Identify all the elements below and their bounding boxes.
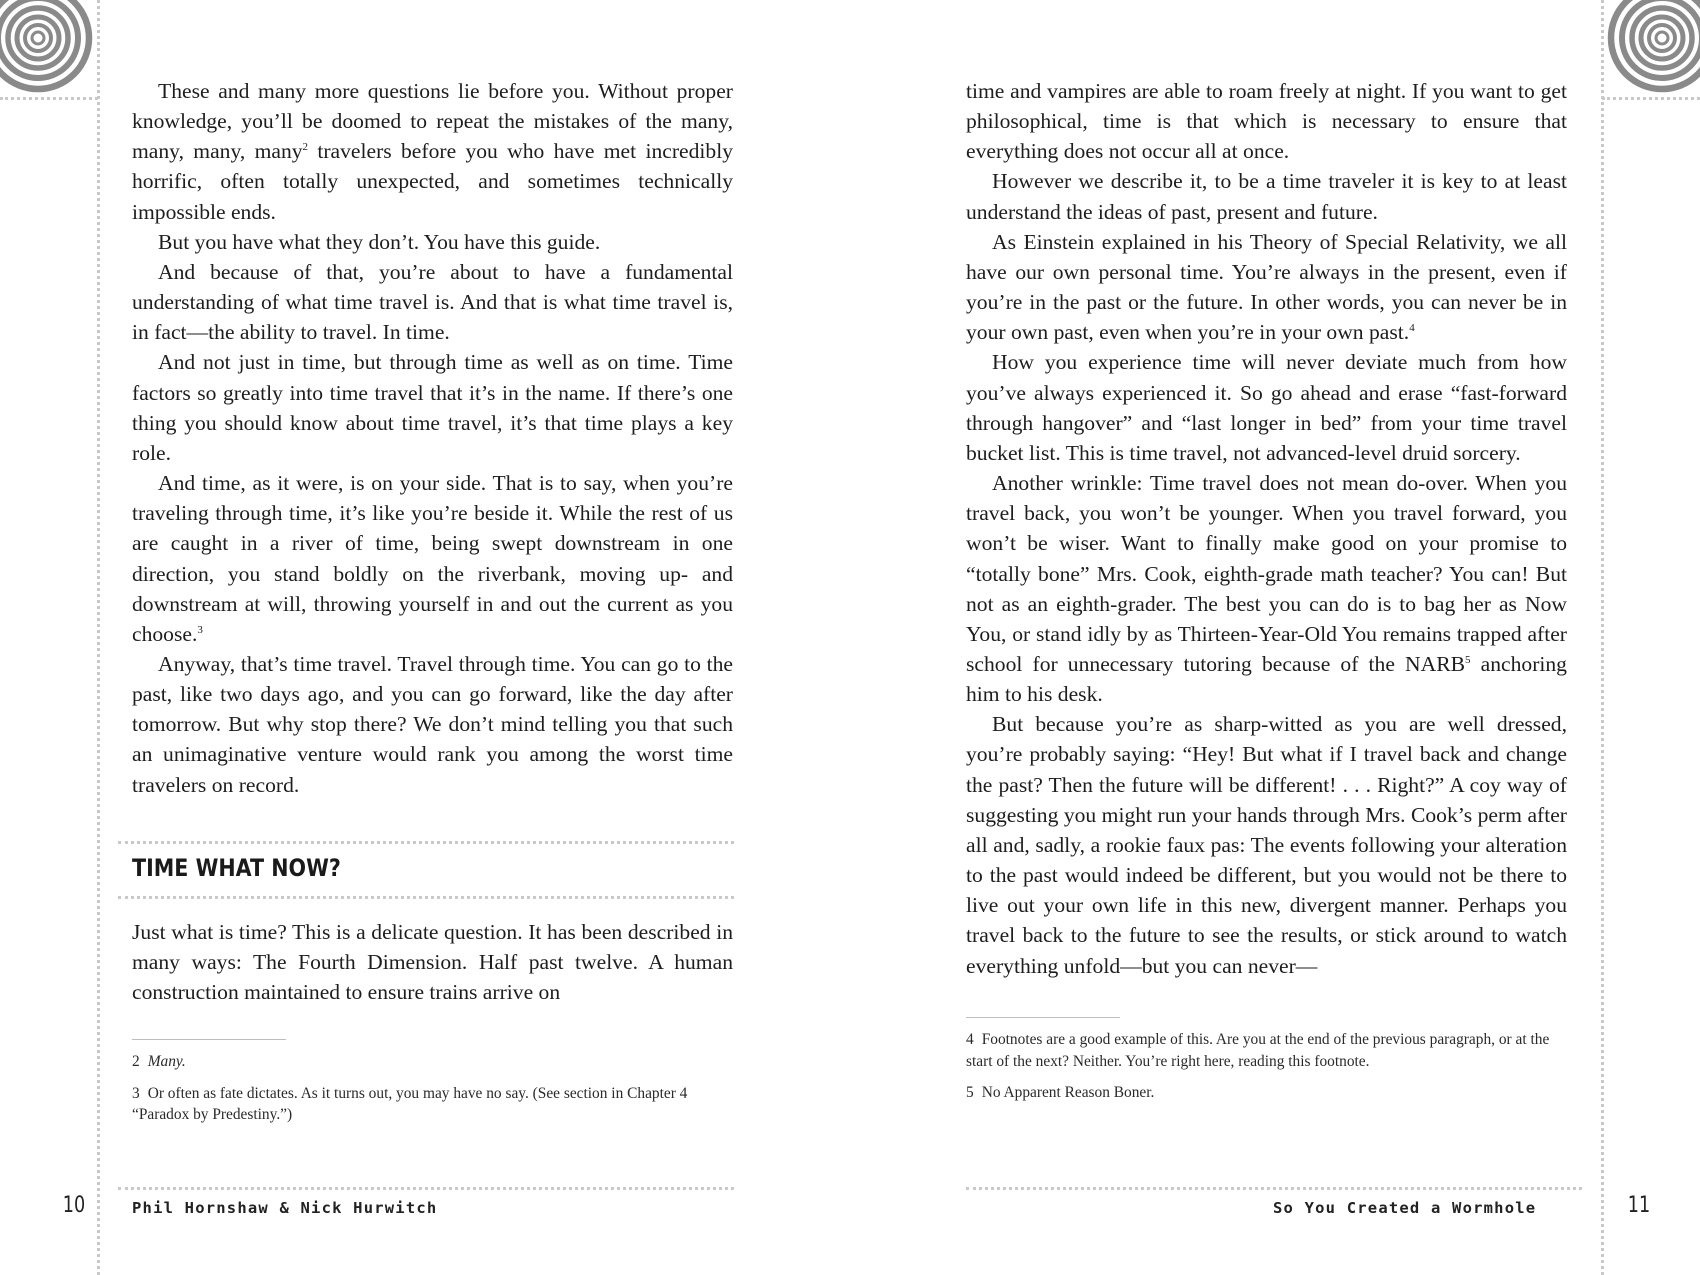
- footnote: 4 Footnotes are a good example of this. Are you at the end of the previous paragraph, or at the start of the next? Neither. You’re right here, reading this footnote.: [966, 1031, 1550, 1070]
- top-right-dotted-rule: [1602, 97, 1700, 100]
- footnote: 5 No Apparent Reason Boner.: [966, 1084, 1155, 1101]
- footer-dotted-rule: [966, 1187, 1582, 1190]
- section-body-text: [132, 917, 733, 1007]
- footer-dotted-rule: [118, 1187, 734, 1190]
- footnote-ref[interactable]: 3: [197, 623, 203, 636]
- paragraph: But because you’re as sharp-witted as you are well dressed, you’re probably saying: “Hey! But what if I travel back and change the past? Then the future will be different! . . . Right?” A coy way of suggesting you might run your hands through Mrs. Cook’s perm after all and, sadly, a rookie faux pas: The events following your alteration to the past would indeed be different, but you would not be there to live out your own life in this new, divergent manner. Perhaps you travel back to the future to see the results, or stick around to watch everything unfold—but you can never—: [966, 712, 1567, 978]
- footnote-ref[interactable]: 2: [302, 141, 309, 154]
- paragraph: Just what is time? This is a delicate question. It has been described in many ways: The Fourth Dimension. Half past twelve. A human construction maintained to ensure trains arrive on: [132, 920, 733, 1005]
- paragraph: And not just in time, but through time as well as on time. Time factors so greatly into time travel that it’s in the name. If there’s one thing you should know about time travel, it’s that time plays a key role.: [132, 350, 733, 465]
- paragraph: Another wrinkle: Time travel does not mean do-over. When you travel back, you won’t be younger. When you travel forward, you won’t be wiser. Want to finally make good on your promise to “totally bone” Mrs. Cook, eighth-grade math teacher? You can! But not as an eighth-grader. The best you can do is to bag her as Now You, or stand idly by as Thirteen-Year-Old You remains trapped after school for unnecessary tutoring because of the NARB$^5$ anchoring him to his desk.: [966, 471, 1567, 707]
- left-footnotes: [132, 1051, 733, 1136]
- right-body-text: [966, 76, 1567, 981]
- left-margin-dotted-rule: [97, 0, 100, 1275]
- section-heading: TIME WHAT NOW?: [132, 854, 341, 882]
- paragraph: Anyway, that’s time travel. Travel through time. You can go to the past, like two days ago, and you can go forward, like the day after tomorrow. But why stop there? We don’t mind telling you that such an unimaginative venture would rank you among the worst time travelers on record.: [132, 651, 733, 797]
- paragraph: And because of that, you’re about to have a fundamental understanding of what time travel is. And that is what time travel is, in fact—the ability to travel. In time.: [132, 259, 733, 345]
- right-page: [850, 0, 1700, 1275]
- paragraph: time and vampires are able to roam freely at night. If you want to get philosophical, time is that which is necessary to ensure that everything does not occur all at once.: [966, 79, 1567, 164]
- left-body-text: [132, 76, 733, 800]
- page-number: 11: [1627, 1193, 1651, 1218]
- footnote-rule: [132, 1039, 286, 1040]
- footnote: 3 Or often as fate dictates. As it turns out, you may have no say. (See section in Chapter 4 “Paradox by Predestiny.”): [132, 1084, 688, 1123]
- right-margin-dotted-rule: [1601, 0, 1604, 1275]
- paragraph: But you have what they don’t. You have this guide.: [158, 229, 601, 254]
- top-left-dotted-rule: [0, 97, 98, 100]
- footnote-rule: [966, 1017, 1120, 1018]
- paragraph: As Einstein explained in his Theory of Special Relativity, we all have our own personal time. You’re always in the present, even if you’re in the past or the future. In other words, you can never be in your own past, even when you’re in your own past.$^4$: [966, 229, 1567, 345]
- footnote-ref[interactable]: 4: [1409, 322, 1415, 335]
- heading-bottom-dotted-rule: [118, 896, 734, 899]
- paragraph: How you experience time will never deviate much from how you’ve always experienced it. So go ahead and erase “fast-forward through hangover” and “last longer in bed” from your time travel bucket list. This is time travel, not advanced-level druid sorcery.: [966, 350, 1567, 465]
- paragraph: However we describe it, to be a time traveler it is key to at least understand the ideas of past, present and future.: [966, 169, 1567, 224]
- spiral-ornament-icon: [1600, 0, 1700, 96]
- running-head-authors: Phil Hornshaw & Nick Hurwitch: [132, 1199, 438, 1217]
- paragraph: These and many more questions lie before you. Without proper knowledge, you’ll be doomed to repeat the mistakes of the many, many, many, many$^2$ travelers before you who have met incredibly horrific, often totally unexpected, and sometimes technically impossible ends.: [132, 79, 733, 224]
- heading-top-dotted-rule: [118, 841, 734, 844]
- page-number: 10: [62, 1193, 86, 1218]
- paragraph: And time, as it were, is on your side. That is to say, when you’re traveling through time, it’s like you’re beside it. While the rest of us are caught in a river of time, being swept downstream in one direction, you stand boldly on the riverbank, moving up- and downstream at will, throwing yourself in and out the current as you choose.$^3$: [132, 471, 733, 646]
- spiral-ornament-icon: [0, 0, 100, 96]
- right-footnotes: [966, 1029, 1567, 1114]
- footnote-ref[interactable]: 5: [1465, 653, 1471, 666]
- running-head-title: So You Created a Wormhole: [1273, 1199, 1537, 1217]
- footnote: 2 Many.: [132, 1053, 186, 1070]
